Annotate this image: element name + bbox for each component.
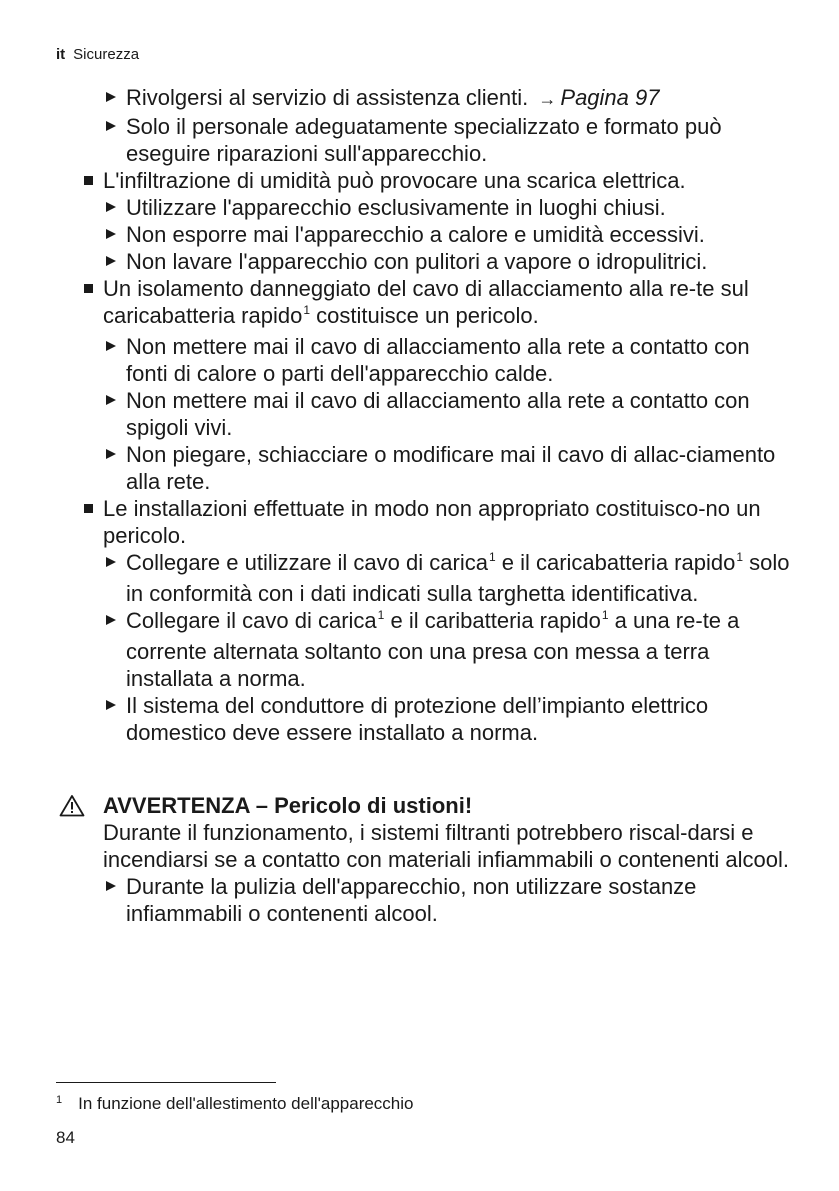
footnote-divider	[56, 1082, 276, 1083]
item-text: e il caribatteria rapido	[390, 608, 601, 633]
bullet-triangle-icon	[106, 395, 116, 405]
item-text: L'infiltrazione di umidità può provocare una scarica elettrica.	[103, 168, 686, 193]
bullet-triangle-icon	[106, 449, 116, 459]
item-text: Non lavare l'apparecchio con pulitori a vapore o idropulitrici.	[126, 249, 708, 274]
bullet-triangle-icon	[106, 700, 116, 710]
warning-body: Durante il funzionamento, i sistemi filtranti potrebbero riscal-darsi e incendiarsi se a contatto con materiali infiammabili o contenenti alcool.	[103, 820, 790, 872]
bullet-triangle-icon	[106, 615, 116, 625]
footnote-ref: 1	[601, 608, 609, 622]
list-item	[56, 607, 796, 692]
bullet-triangle-icon	[106, 121, 116, 131]
page-number: 84	[56, 1128, 75, 1147]
item-text: Le installazioni effettuate in modo non appropriato costituisco-no un pericolo.	[103, 496, 761, 548]
item-text: Durante la pulizia dell'apparecchio, non utilizzare sostanze infiammabili o contenenti alcool.	[126, 874, 697, 926]
list-item	[56, 167, 796, 194]
bullet-triangle-icon	[106, 557, 116, 567]
bullet-triangle-icon	[106, 92, 116, 102]
bullet-square-icon	[84, 176, 93, 185]
list-item	[56, 113, 796, 167]
list-item	[56, 873, 796, 927]
safety-list	[56, 84, 796, 746]
list-item	[56, 441, 796, 495]
warning-title: AVVERTENZA – Pericolo di ustioni!	[103, 793, 473, 818]
list-item	[56, 275, 796, 333]
footnote-ref: 1	[303, 303, 311, 317]
footnote-ref: 1	[488, 550, 496, 564]
bullet-triangle-icon	[106, 229, 116, 239]
item-text: Rivolgersi al servizio di assistenza clienti.	[126, 85, 529, 110]
list-item	[56, 387, 796, 441]
item-text: Un isolamento danneggiato del cavo di allacciamento alla re-te sul caricabatteria rapido	[103, 276, 749, 328]
list-item	[56, 248, 796, 275]
item-text: Solo il personale adeguatamente specializzato e formato può eseguire riparazioni sull'apparecchio.	[126, 114, 722, 166]
footnote-ref: 1	[377, 608, 385, 622]
bullet-triangle-icon	[106, 881, 116, 891]
list-item	[56, 495, 796, 549]
item-text: Utilizzare l'apparecchio esclusivamente in luoghi chiusi.	[126, 195, 666, 220]
footnote	[56, 1094, 414, 1114]
warning-triangle-icon	[59, 794, 85, 823]
list-item	[56, 692, 796, 746]
item-text: Il sistema del conduttore di protezione dell’impianto elettrico domestico deve essere installato a norma.	[126, 693, 709, 745]
list-item	[56, 333, 796, 387]
section-title: Sicurezza	[73, 46, 140, 63]
language-code: it	[56, 46, 66, 63]
item-text: Non esporre mai l'apparecchio a calore e umidità eccessivi.	[126, 222, 705, 247]
footnote-mark: 1	[56, 1094, 63, 1106]
item-text: e il caricabatteria rapido	[501, 550, 736, 575]
item-text: Non mettere mai il cavo di allacciamento alla rete a contatto con fonti di calore o parti dell'apparecchio calde.	[126, 334, 750, 386]
list-item	[56, 194, 796, 221]
list-item	[56, 84, 796, 113]
footnote-text: In funzione dell'allestimento dell'apparecchio	[78, 1094, 414, 1113]
item-text: Collegare e utilizzare il cavo di carica	[126, 550, 488, 575]
page-header	[56, 46, 139, 63]
item-text: Collegare il cavo di carica	[126, 608, 377, 633]
bullet-triangle-icon	[106, 256, 116, 266]
bullet-triangle-icon	[106, 341, 116, 351]
bullet-triangle-icon	[106, 202, 116, 212]
page-reference-link[interactable]: Pagina 97	[560, 85, 660, 110]
warning-box	[56, 792, 796, 927]
list-item	[56, 221, 796, 248]
item-text: solo in conformità con i dati indicati sulla targhetta identificativa.	[126, 550, 790, 606]
item-text: Non piegare, schiacciare o modificare mai il cavo di allac-ciamento alla rete.	[126, 442, 776, 494]
footnote-ref: 1	[736, 550, 744, 564]
item-text: Non mettere mai il cavo di allacciamento alla rete a contatto con spigoli vivi.	[126, 388, 750, 440]
bullet-square-icon	[84, 284, 93, 293]
item-text: costituisce un pericolo.	[316, 303, 539, 328]
item-text: a una re-te a corrente alternata soltanto con una presa con messa a terra installata a norma.	[126, 608, 740, 691]
bullet-square-icon	[84, 504, 93, 513]
arrow-right-icon: →	[538, 89, 557, 109]
list-item	[56, 549, 796, 607]
